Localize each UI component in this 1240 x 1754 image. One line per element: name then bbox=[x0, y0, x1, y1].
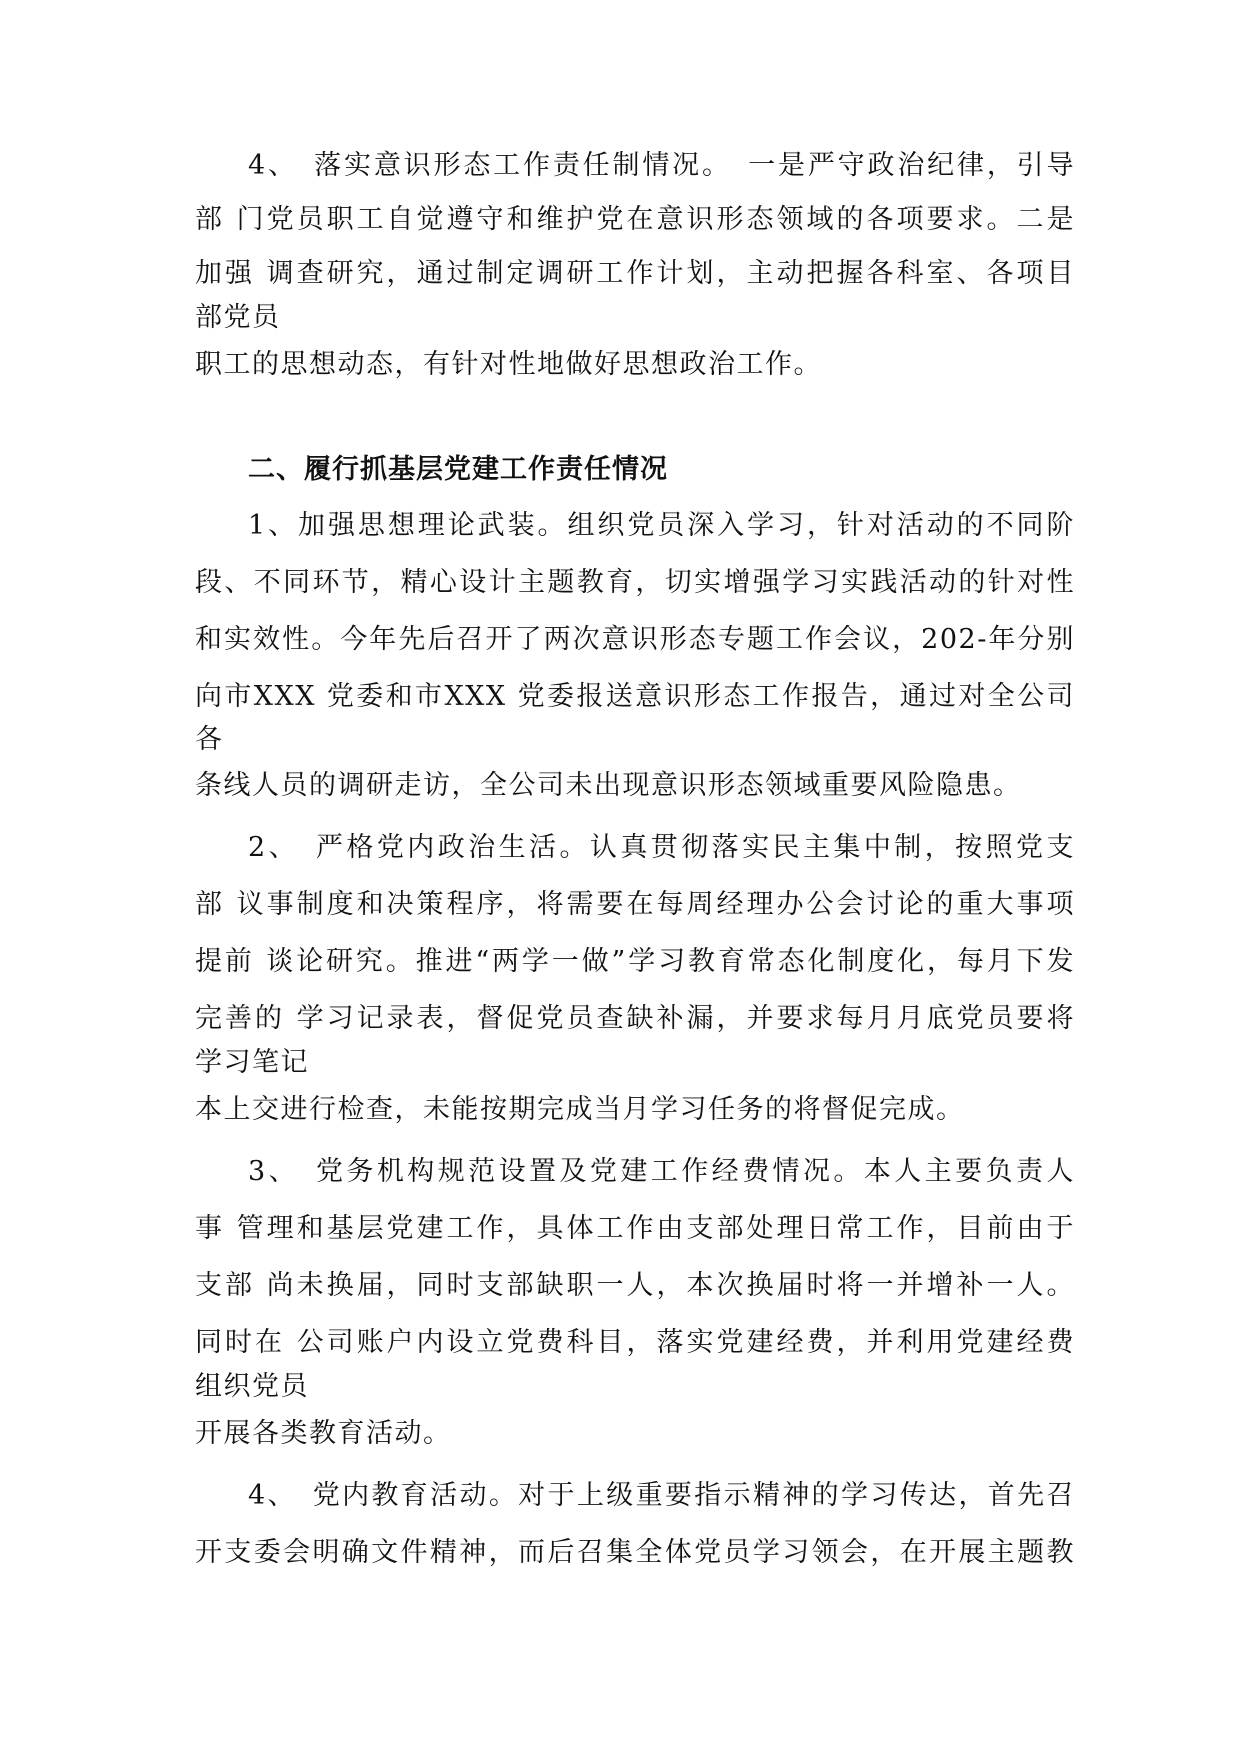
text-line: 各 bbox=[195, 724, 224, 755]
text-line: 加强 调查研究，通过制定调研工作计划，主动把握各科室、各项目 bbox=[195, 258, 1075, 289]
section-heading: 二、履行抓基层党建工作责任情况 bbox=[248, 454, 668, 485]
text-line: 开支委会明确文件精神，而后召集全体党员学习领会，在开展主题教 bbox=[195, 1537, 1075, 1568]
text-line: 本上交进行检查，未能按期完成当月学习任务的将督促完成。 bbox=[195, 1094, 965, 1125]
text-line: 部 门党员职工自觉遵守和维护党在意识形态领域的各项要求。二是 bbox=[195, 204, 1075, 235]
text-line: 事 管理和基层党建工作，具体工作由支部处理日常工作，目前由于 bbox=[195, 1213, 1075, 1244]
text-line: 组织党员 bbox=[195, 1371, 309, 1402]
text-line: 同时在 公司账户内设立党费科目，落实党建经费，并利用党建经费 bbox=[195, 1327, 1075, 1358]
text-line: 学习笔记 bbox=[195, 1047, 309, 1078]
text-line: 向市XXX 党委和市XXX 党委报送意识形态工作报告，通过对全公司 bbox=[195, 681, 1075, 712]
text-line: 和实效性。今年先后召开了两次意识形态专题工作会议，202-年分别 bbox=[195, 624, 1075, 655]
text-line: 完善的 学习记录表，督促党员查缺补漏，并要求每月月底党员要将 bbox=[195, 1003, 1075, 1034]
text-line: 部 议事制度和决策程序，将需要在每周经理办公会讨论的重大事项 bbox=[195, 889, 1075, 920]
text-line: 4、 落实意识形态工作责任制情况。 一是严守政治纪律，引导 bbox=[248, 150, 1075, 181]
text-line: 开展各类教育活动。 bbox=[195, 1418, 452, 1449]
text-line: 2、 严格党内政治生活。认真贯彻落实民主集中制，按照党支 bbox=[248, 832, 1075, 863]
text-line: 段、不同环节，精心设计主题教育，切实增强学习实践活动的针对性 bbox=[195, 567, 1075, 598]
text-line: 职工的思想动态，有针对性地做好思想政治工作。 bbox=[195, 349, 822, 380]
text-line: 部党员 bbox=[195, 302, 281, 333]
text-line: 条线人员的调研走访，全公司未出现意识形态领域重要风险隐患。 bbox=[195, 770, 1022, 801]
text-line: 3、 党务机构规范设置及党建工作经费情况。本人主要负责人 bbox=[248, 1156, 1075, 1187]
text-line: 1、加强思想理论武装。组织党员深入学习，针对活动的不同阶 bbox=[248, 510, 1075, 541]
text-line: 支部 尚未换届，同时支部缺职一人，本次换届时将一并增补一人。 bbox=[195, 1270, 1075, 1301]
text-line: 提前 谈论研究。推进“两学一做”学习教育常态化制度化，每月下发 bbox=[195, 946, 1075, 977]
text-line: 4、 党内教育活动。对于上级重要指示精神的学习传达，首先召 bbox=[248, 1480, 1075, 1511]
